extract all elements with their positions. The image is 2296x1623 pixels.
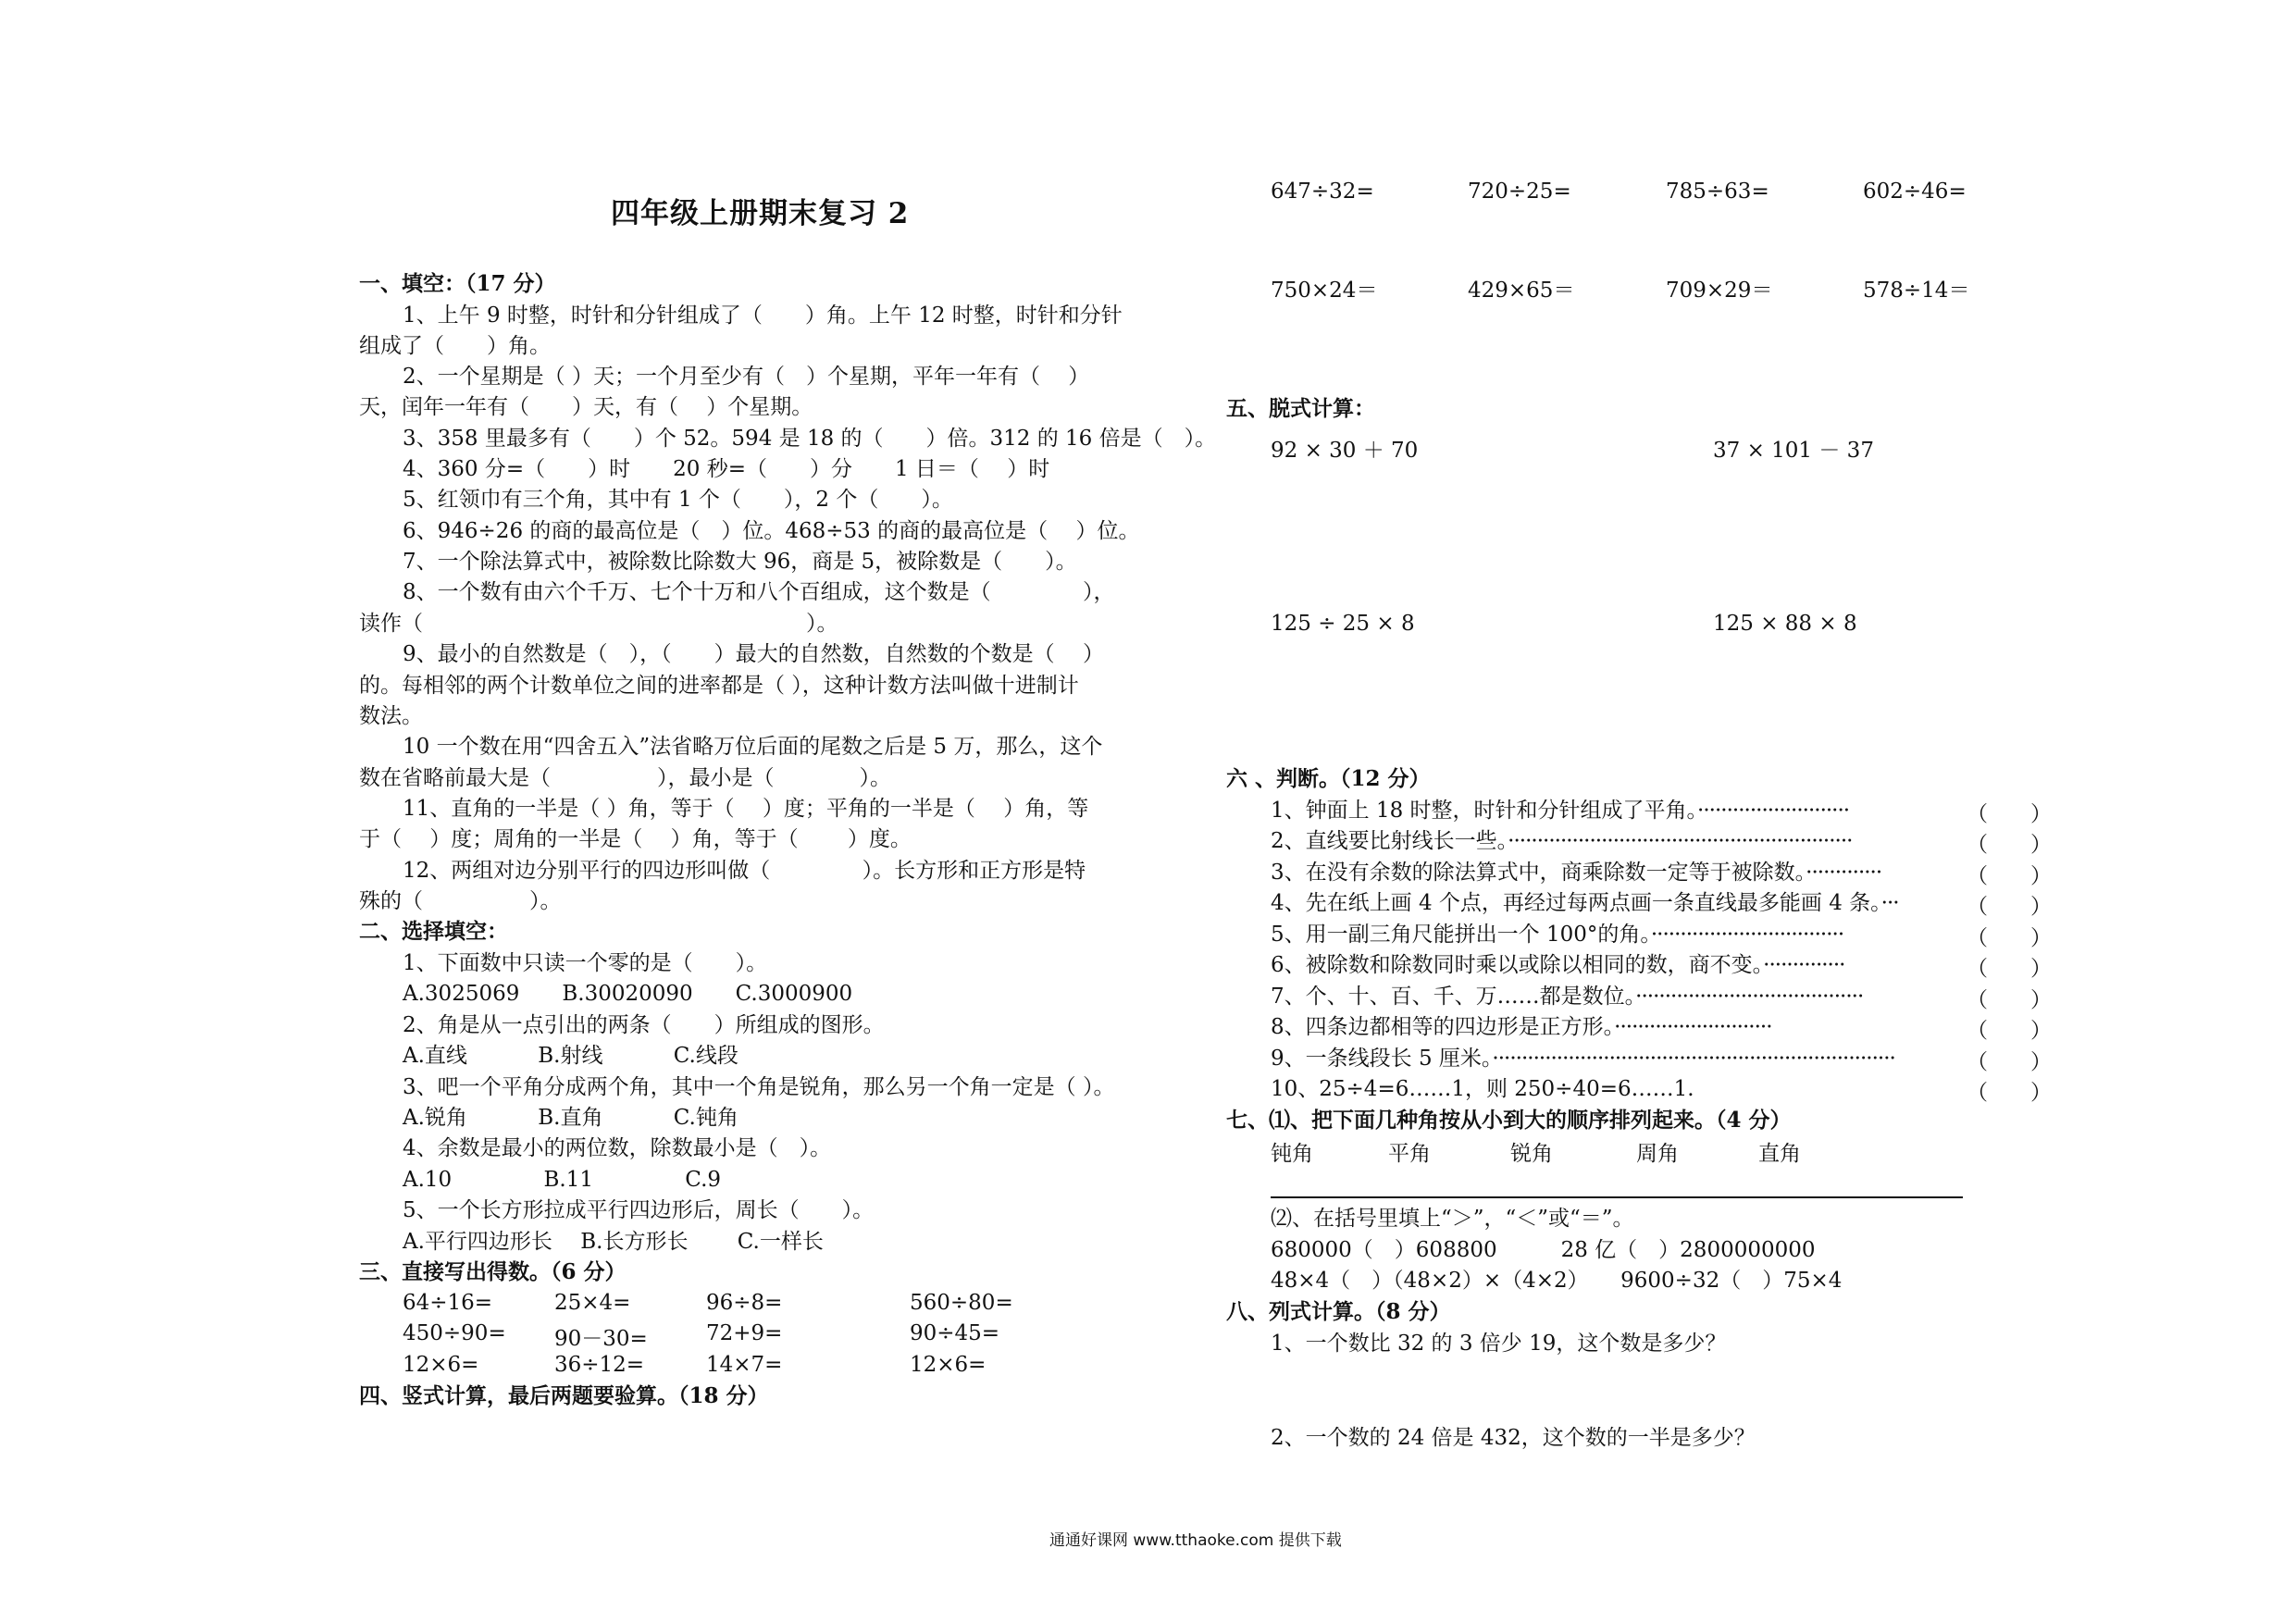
s1-line: 3、358 里最多有（ ）个 52。594 是 18 的（ ）倍。312 的 16 倍是（ ）。	[403, 427, 1217, 451]
s1-line: 10 一个数在用“四舍五入”法省略万位后面的尾数之后是 5 万，那么，这个	[403, 735, 1103, 759]
s1-line: 2、一个星期是（ ）天；一个月至少有（ ）个星期，平年一年有（ ）	[403, 365, 1090, 389]
s6-item: 4、先在纸上画 4 个点，再经过每两点画一条直线最多能画 4 条。···	[1271, 891, 1899, 915]
s3-row	[403, 1291, 1058, 1315]
s2-line: 1、下面数中只读一个零的是（ ）。	[403, 951, 768, 975]
s1-line: 9、最小的自然数是（ ），（ ）最大的自然数，自然数的个数是（ ）	[403, 642, 1104, 666]
s1-line: 6、946÷26 的商的最高位是（ ）位。468÷53 的商的最高位是（ ）位。	[403, 519, 1140, 543]
s2-line: 3、吧一个平角分成两个角，其中一个角是锐角，那么另一个角一定是（ ）。	[403, 1075, 1115, 1099]
s6-item: 9、一条线段长 5 厘米。·····································································	[1271, 1047, 1895, 1071]
s4-cell: 602÷46=	[1863, 180, 1967, 204]
s2-line: A.锐角 B.直角 C.钝角	[403, 1106, 738, 1130]
s1-line: 5、红领巾有三个角，其中有 1 个（ ），2 个（ ）。	[403, 488, 953, 512]
s3-cell: 25×4=	[554, 1291, 631, 1315]
s3-cell: 90÷45=	[910, 1321, 1000, 1345]
s1-line: 组成了（ ）角。	[359, 334, 551, 358]
s1-line: 天，闰年一年有（ ）天，有（ ）个星期。	[359, 395, 813, 419]
section-2-heading: 二、选择填空：	[359, 919, 508, 944]
s4-row	[1271, 273, 2048, 304]
s3-cell: 64÷16=	[403, 1291, 493, 1315]
s3-row	[403, 1353, 1058, 1377]
angle-label: 直角	[1758, 1142, 1801, 1166]
s2-line: A.3025069 B.30020090 C.3000900	[403, 982, 853, 1006]
s6-item: 6、被除数和除数同时乘以或除以相同的数，商不变。··············	[1271, 953, 1845, 977]
s3-cell: 450÷90=	[403, 1321, 506, 1345]
s5-item: 125 × 88 × 8	[1713, 612, 1857, 636]
s2-line: 5、一个长方形拉成平行四边形后，周长（ ）。	[403, 1198, 875, 1222]
s8-question: 1、一个数比 32 的 3 倍少 19，这个数是多少？	[1271, 1332, 1727, 1356]
s3-cell: 90－30=	[554, 1327, 648, 1351]
s1-line: 7、一个除法算式中，被除数比除数大 96，商是 5，被除数是（ ）。	[403, 550, 1077, 574]
answer-blank[interactable]: （ ）	[1967, 864, 2052, 888]
s2-line: 4、余数是最小的两位数，除数最小是（ ）。	[403, 1136, 832, 1160]
s1-line: 4、360 分=（ ）时 20 秒=（ ）分 1 日＝（ ）时	[403, 457, 1050, 481]
s7-compare-row: 680000（ ）608800 28 亿（ ）2800000000	[1271, 1238, 1816, 1262]
answer-blank[interactable]: （ ）	[1967, 1081, 2052, 1105]
answer-blank[interactable]: （ ）	[1967, 988, 2052, 1012]
section-7-heading: 七、⑴、把下面几种角按从小到大的顺序排列起来。（4 分）	[1226, 1108, 1792, 1133]
s4-cell: 709×29＝	[1666, 279, 1773, 303]
s4-cell: 647÷32=	[1271, 180, 1374, 204]
s1-line: 1、上午 9 时整，时针和分针组成了（ ）角。上午 12 时整，时针和分针	[403, 304, 1123, 328]
answer-blank[interactable]: （ ）	[1967, 802, 2052, 826]
s6-item: 8、四条边都相等的四边形是正方形。···························	[1271, 1015, 1772, 1039]
s2-line: 2、角是从一点引出的两条（ ）所组成的图形。	[403, 1013, 885, 1037]
answer-blank[interactable]: （ ）	[1967, 833, 2052, 857]
s7-subheading: ⑵、在括号里填上“＞”，“＜”或“＝”。	[1271, 1207, 1634, 1231]
s1-line: 数在省略前最大是（ ），最小是（ ）。	[359, 766, 891, 790]
angle-label: 周角	[1636, 1142, 1679, 1166]
angle-label: 锐角	[1510, 1142, 1553, 1166]
s6-item: 5、用一副三角尺能拼出一个 100°的角。·································	[1271, 923, 1844, 947]
s2-line: A.10 B.11 C.9	[403, 1168, 722, 1192]
s1-line: 于（ ）度；周角的一半是（ ）角，等于（ ）度。	[359, 827, 912, 851]
answer-blank[interactable]: （ ）	[1967, 895, 2052, 919]
s3-cell: 72+9=	[706, 1321, 783, 1345]
s1-line: 数法。	[359, 704, 423, 728]
section-8-heading: 八、列式计算。（8 分）	[1226, 1299, 1451, 1324]
s6-item: 3、在没有余数的除法算式中，商乘除数一定等于被除数。·············	[1271, 861, 1882, 885]
s3-cell: 14×7=	[706, 1353, 783, 1377]
answer-blank[interactable]: （ ）	[1967, 957, 2052, 981]
s4-cell: 750×24＝	[1271, 279, 1378, 303]
answer-blank[interactable]: （ ）	[1967, 1050, 2052, 1074]
s6-item: 10、25÷4=6……1，则 250÷40=6……1.	[1271, 1077, 1694, 1101]
answer-blank[interactable]: （ ）	[1967, 1019, 2052, 1043]
s5-item: 37 × 101 － 37	[1713, 439, 1874, 463]
s4-cell: 785÷63=	[1666, 180, 1769, 204]
section-5-heading: 五、脱式计算：	[1226, 396, 1375, 421]
s3-cell: 96÷8=	[706, 1291, 783, 1315]
angle-label: 平角	[1388, 1142, 1431, 1166]
s4-cell: 578÷14＝	[1863, 279, 1970, 303]
s5-item: 92 × 30 ＋ 70	[1271, 439, 1419, 463]
s1-line: 殊的（ ）。	[359, 889, 562, 913]
s3-cell: 12×6=	[910, 1353, 987, 1377]
footer-credit: 通通好课网 www.tthaoke.com 提供下载	[1049, 1531, 1342, 1550]
s1-line: 12、两组对边分别平行的四边形叫做（ ）。长方形和正方形是特	[403, 859, 1086, 883]
s3-cell: 12×6=	[403, 1353, 479, 1377]
s3-row	[403, 1321, 1058, 1352]
s8-question: 2、一个数的 24 倍是 432，这个数的一半是多少？	[1271, 1426, 1756, 1450]
s7-compare-row: 48×4（ ）（48×2）×（4×2） 9600÷32（ ）75×4	[1271, 1269, 1843, 1293]
s6-item: 2、直线要比射线长一些。···························································	[1271, 829, 1853, 853]
answer-line[interactable]	[1271, 1196, 1963, 1198]
s4-cell: 720÷25=	[1468, 180, 1571, 204]
section-6-heading: 六 、判断。（12 分）	[1226, 766, 1431, 791]
s1-line: 11、直角的一半是（ ）角，等于（ ）度；平角的一半是（ ）角，等	[403, 797, 1089, 821]
section-1-heading: 一、填空：（17 分）	[359, 271, 556, 296]
s1-line: 8、一个数有由六个千万、七个十万和八个百组成，这个数是（ ），	[403, 580, 1115, 604]
answer-blank[interactable]: （ ）	[1967, 926, 2052, 950]
section-4-heading: 四、竖式计算，最后两题要验算。（18 分）	[359, 1383, 769, 1408]
s4-cell: 429×65＝	[1468, 279, 1575, 303]
angle-label: 钝角	[1271, 1142, 1313, 1166]
s3-cell: 36÷12=	[554, 1353, 645, 1377]
s1-line: 的。每相邻的两个计数单位之间的进率都是（ ），这种计数方法叫做十进制计	[359, 674, 1079, 698]
page-title: 四年级上册期末复习 2	[611, 197, 910, 230]
s6-item: 1、钟面上 18 时整，时针和分针组成了平角。··························	[1271, 799, 1850, 823]
s2-line: A.平行四边形长 B.长方形长 C.一样长	[403, 1230, 824, 1254]
section-3-heading: 三、直接写出得数。（6 分）	[359, 1259, 627, 1284]
s6-item: 7、个、十、百、千、万……都是数位。·······································	[1271, 985, 1864, 1009]
s1-line: 读作（ ）。	[359, 612, 838, 636]
s5-item: 125 ÷ 25 × 8	[1271, 612, 1415, 636]
s2-line: A.直线 B.射线 C.线段	[403, 1044, 738, 1068]
s3-cell: 560÷80=	[910, 1291, 1013, 1315]
s4-row	[1271, 180, 2048, 204]
